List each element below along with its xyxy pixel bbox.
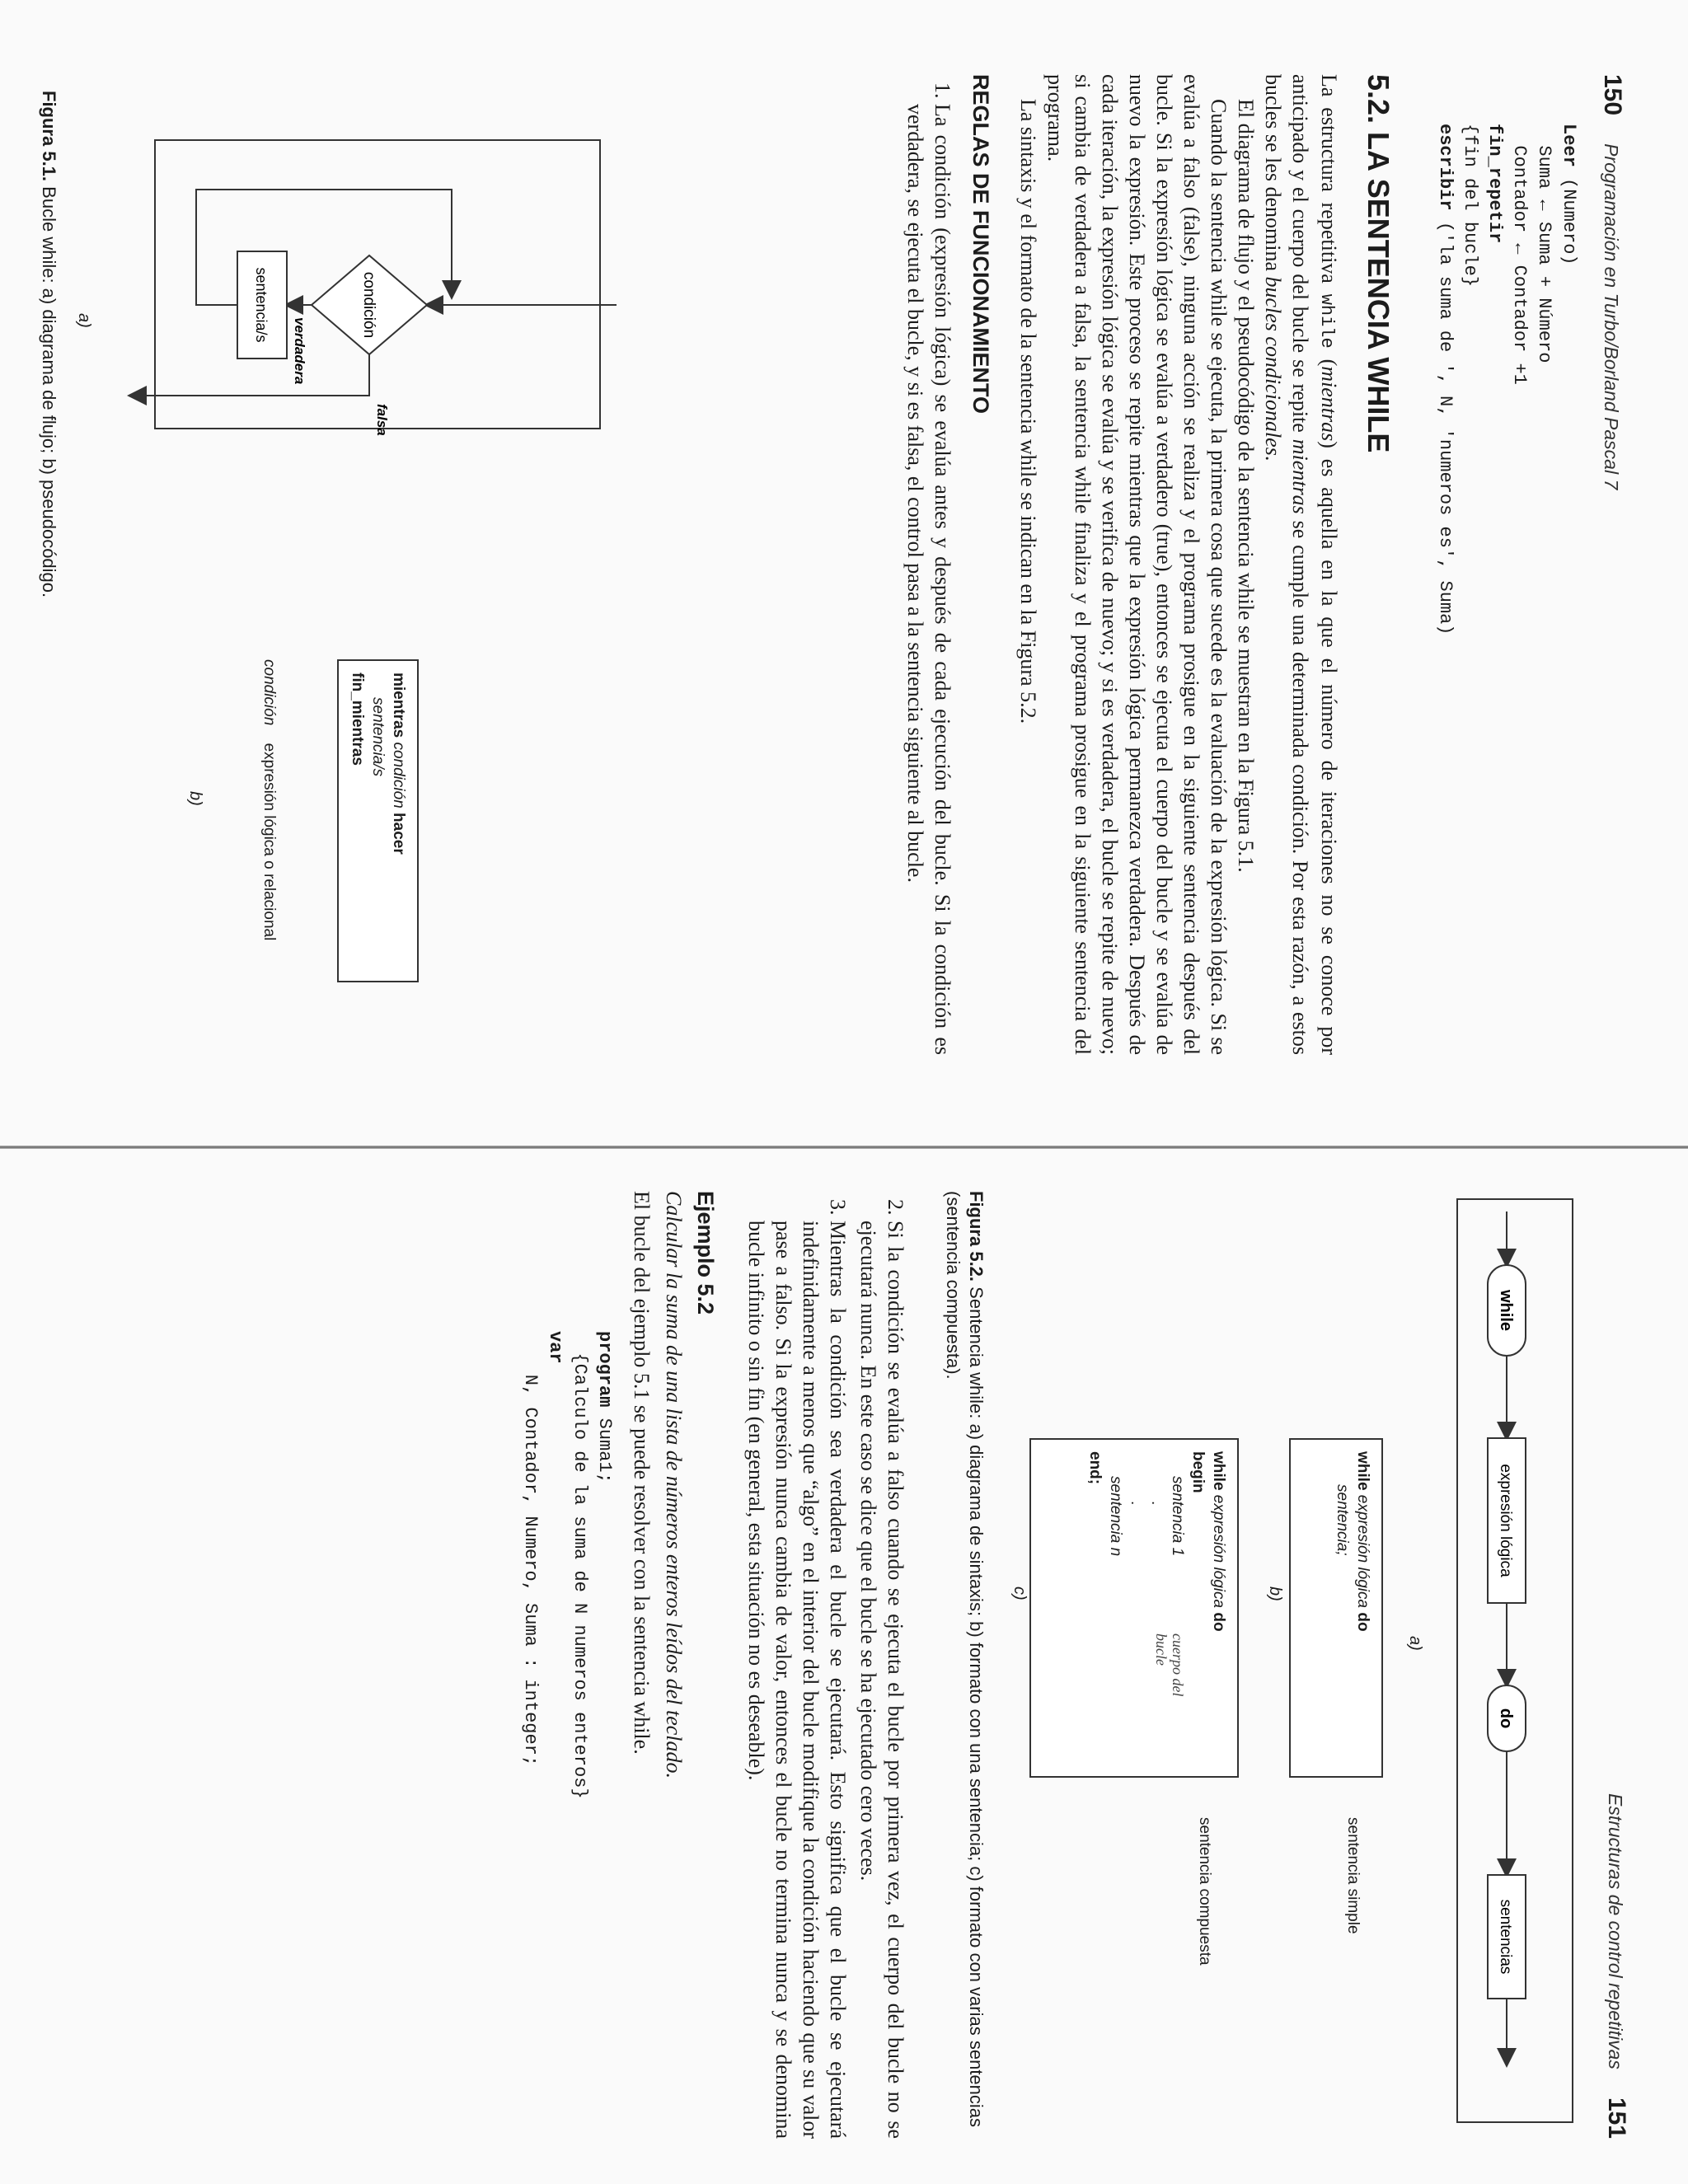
simple-statement-label: sentencia simple [1344,1817,1362,1934]
running-head: Estructuras de control repetitivas [1605,1793,1626,2069]
rules-list-continued [743,1191,909,2139]
code-line: var [545,1331,565,1364]
rules-heading: REGLAS DE FUNCIONAMIENTO [968,74,993,415]
section-heading: 5.2. LA SENTENCIA WHILE [1362,74,1395,453]
syntax-terminal-do-label: do [1497,1708,1515,1729]
false-label: falsa [374,404,390,436]
figure-sublabel: c) [1010,1586,1029,1601]
right-header [1602,1191,1630,2139]
figure-5-2-simple-box: while expresión lógica do sentencia; [1289,1438,1383,1778]
pseudocode-line: {fin del bucle} [1460,124,1480,288]
example-heading: Ejemplo 5.2 [693,1191,718,1315]
right-text-column [518,1191,909,2139]
pseudocode-line: Suma ← Suma + Número [1534,124,1554,363]
rule-item: 2. Si la condición se evalúa a falso cuando se ejecuta el bucle por primera vez, el cuerpo del bucle no se ejecutará nunca. En este caso se dice que el bucle se ha ejecutado cero veces. [855,1221,909,2139]
figure-5-1-flowchart [106,91,617,552]
paragraph: Cuando la sentencia while se ejecuta, la primera cosa que sucede es la evaluación de la expresión lógica. Si se evalúa a falso (false), ninguna acción se realiza y el programa prosigue en la siguiente sentencia después del bucle. Si la expresión lógica se evalúa a verdadero (true), entonces se ejecuta el cuerpo del bucle y se evalúa de nuevo la expresión. Este proceso se repite mientras que la expresión lógica permanezca verdadera. Después de cada iteración, la expresión lógica se evalúa y se verifica de nuevo; y si es verdadera, el bucle se repite de nuevo; si cambia de verdadera a falsa, la sentencia while finaliza y el programa prosigue en la siguiente sentencia del programa. [1043,74,1231,1055]
syntax-nonterminal-statements-label: sentencias [1497,1899,1514,1975]
figure-5-2-syntax-diagram [1437,1191,1577,2139]
paragraph: El diagrama de flujo y el pseudocódigo de la sentencia while se muestran en la Figura 5.1. [1234,99,1258,873]
figure-sublabel: b) [186,791,204,806]
code-line: N, Contador, Numero, Suma : integer; [520,1331,541,1767]
figure-5-1-caption: Figura 5.1. Bucle while: a) diagrama de flujo; b) pseudocódigo. [39,91,59,598]
figure-5-2-caption: Figura 5.2. Sentencia while: a) diagrama de sintaxis; b) formato con una sentencia; c) formato con varias sentencias (sentencia compuesta). [943,1191,987,2128]
body-label: sentencia/s [253,267,270,343]
paragraph: La sintaxis y el formato de la sentencia while se indican en la Figura 5.2. [1016,99,1040,724]
right-page [0,1092,1688,2184]
figure-5-1-pseudocode-box: mientras condición hacer sentencia/s fin_mientras [337,659,419,982]
pseudocode-line: fin_repetir [1484,124,1505,244]
pseudocode-line: escribir ('la suma de ', N, 'numeros es', Suma) [1435,124,1456,635]
rule-item: 3. Mientras la condición sea verdadera el bucle se ejecutará. Esto significa que el bucle se ejecutará indefinidamente a menos que “algo” en el interior del bucle modifique la condición haciendo que su valor pase a falso. Si la expresión nunca cambia de valor, entonces el bucle no termina nunca y se denomina bucle infinito o sin fin (en general, esta situación no es deseable). [743,1221,851,2139]
syntax-nonterminal-expression-label: expresión lógica [1497,1464,1514,1577]
compound-statement-label: sentencia compuesta [1196,1817,1213,1966]
example-statement: Calcular la suma de una lista de números enteros leídos del teclado. [662,1191,686,1779]
loop-body-brace-note: cuerpo del bucle [1153,1633,1186,1697]
paragraph: La estructura repetitiva while (mientras) es aquella en la que el número de iteraciones no se conoce por anticipado y el cuerpo del bucle se repite mientras se cumple una determinada condición. Por esta razón, a estos bucles se les denomina bucles condicionales. [1261,74,1341,1055]
code-line: program Suma1; [594,1331,615,1483]
example-intro: El bucle del ejemplo 5.1 se puede resolver con la sentencia while. [630,1191,654,1755]
figure-sublabel: a) [1406,1636,1424,1651]
true-label: verdadera [292,317,307,385]
figure-5-1-note: condición expresión lógica o relacional [260,659,278,941]
page-number: 151 [1603,2097,1630,2139]
condition-label: condición [360,271,377,339]
left-text-column [898,74,1395,1055]
running-head: Programación en Turbo/Borland Pascal 7 [1601,143,1622,490]
pseudocode-line: Leer (Numero) [1559,124,1579,265]
rule-item: 1. La condición (expresión lógica) se evalúa antes y después de cada ejecución del bucle. Si la condición es verdadera, se ejecuta el bucle, y si es falsa, el control pasa a la sentencia siguiente al bucle. [902,104,956,1055]
pseudocode-block [1432,124,1581,1030]
left-header [1598,74,1626,1022]
pseudocode-line: Contador ← Contador +1 [1509,124,1530,385]
figure-5-2-compound-box: while expresión lógica do begin sentencia 1 . . sentencia n end; cuerpo del bucle [1029,1438,1239,1778]
figure-sublabel: b) [1266,1586,1284,1601]
figure-sublabel: a) [75,313,93,328]
rules-list [902,74,956,1055]
code-block [518,1331,617,2139]
syntax-terminal-while-label: while [1497,1289,1515,1332]
page-number: 150 [1599,74,1626,116]
code-line: {Calculo de la suma de N numeros enteros} [570,1331,590,1799]
